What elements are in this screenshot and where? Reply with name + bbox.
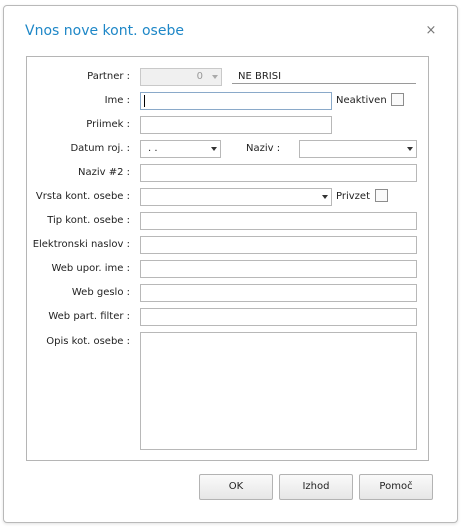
- datum-label: Datum roj. :: [70, 143, 130, 154]
- ok-button[interactable]: OK: [199, 474, 273, 500]
- email-label: Elektronski naslov :: [32, 239, 130, 250]
- dialog-title: Vnos nove kont. osebe: [25, 23, 184, 39]
- opis-textarea[interactable]: [140, 332, 417, 450]
- vrsta-combo[interactable]: [140, 188, 332, 206]
- neaktiven-checkbox[interactable]: [391, 93, 404, 106]
- tip-input[interactable]: [140, 212, 417, 230]
- naziv-label: Naziv :: [246, 143, 281, 154]
- vrsta-label: Vrsta kont. osebe :: [35, 191, 130, 202]
- priimek-label: Priimek :: [86, 119, 130, 130]
- partner-name-underline: [232, 83, 416, 84]
- ime-label: Ime :: [104, 95, 130, 106]
- chevron-down-icon[interactable]: [407, 147, 413, 151]
- webfilter-label: Web part. filter :: [48, 311, 130, 322]
- ime-input[interactable]: [140, 92, 332, 110]
- tip-label: Tip kont. osebe :: [47, 215, 130, 226]
- privzet-label: Privzet: [336, 191, 370, 202]
- webfilter-input[interactable]: [140, 308, 417, 326]
- izhod-button[interactable]: Izhod: [279, 474, 353, 500]
- priimek-input[interactable]: [140, 116, 332, 134]
- webpass-input[interactable]: [140, 284, 417, 302]
- partner-combo: [140, 68, 222, 86]
- partner-name: NE BRISI: [238, 71, 282, 82]
- opis-label: Opis kot. osebe :: [46, 336, 130, 347]
- pomoc-button[interactable]: Pomoč: [359, 474, 433, 500]
- privzet-checkbox[interactable]: [375, 189, 388, 202]
- partner-label: Partner :: [87, 71, 130, 82]
- neaktiven-label: Neaktiven: [336, 95, 387, 106]
- webpass-label: Web geslo :: [71, 287, 130, 298]
- naziv-combo[interactable]: [299, 140, 417, 158]
- chevron-down-icon[interactable]: [211, 147, 217, 151]
- text-caret: [144, 95, 145, 107]
- partner-value: 0: [196, 71, 203, 82]
- chevron-down-icon: [212, 75, 218, 79]
- chevron-down-icon[interactable]: [322, 195, 328, 199]
- datum-picker[interactable]: [140, 140, 221, 158]
- datum-value: . .: [148, 143, 158, 154]
- close-icon[interactable]: ×: [425, 23, 437, 38]
- naziv2-label: Naziv #2 :: [77, 167, 130, 178]
- email-input[interactable]: [140, 236, 417, 254]
- webuser-input[interactable]: [140, 260, 417, 278]
- webuser-label: Web upor. ime :: [51, 263, 130, 274]
- naziv2-input[interactable]: [140, 164, 417, 182]
